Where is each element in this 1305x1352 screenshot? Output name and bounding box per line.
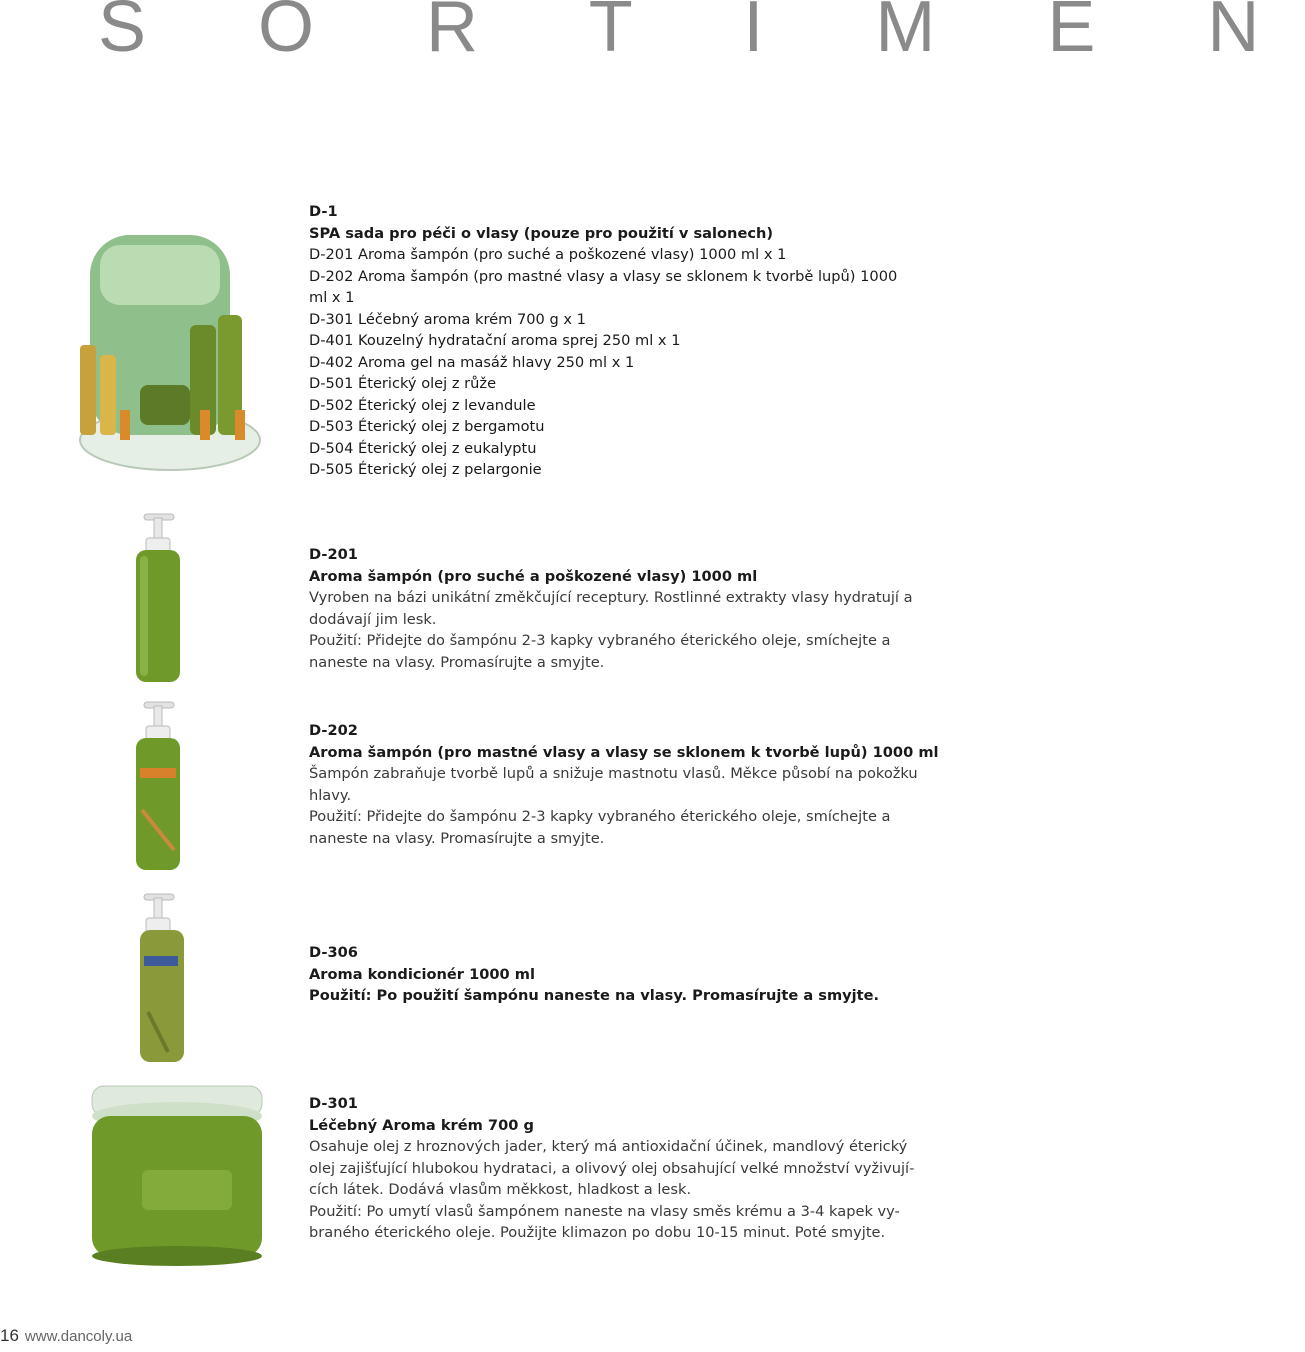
- usage-text: Přidejte do šampónu 2-3 kapky vybraného éterického oleje, smíchejte a: [361, 808, 891, 825]
- set-item: D-402 Aroma gel na masáž hlavy 250 ml x 1: [309, 353, 635, 371]
- product-code: D-306: [309, 944, 358, 961]
- product-name: Léčebný Aroma krém 700 g: [309, 1116, 534, 1134]
- product-code: D-1: [309, 203, 338, 220]
- set-item: D-503 Éterický olej z bergamotu: [309, 418, 545, 435]
- product-d306: [309, 942, 954, 1007]
- set-item: D-505 Éterický olej z pelargonie: [309, 461, 542, 478]
- usage-label: Použití:: [309, 808, 362, 825]
- product-description: hlavy.: [309, 786, 352, 804]
- set-item: D-502 Éterický olej z levandule: [309, 396, 536, 414]
- usage-text: braného éterického oleje. Použijte klimazon po dobu 10-15 minut. Poté smyjte.: [309, 1224, 886, 1241]
- set-item: D-401 Kouzelný hydratační aroma sprej 250 ml x 1: [309, 332, 681, 349]
- conditioner-d306-image: [134, 892, 194, 1064]
- usage-text: Po použití šampónu naneste na vlasy. Promasírujte a smyjte.: [371, 987, 880, 1004]
- product-description: Šampón zabraňuje tvorbě lupů a snižuje mastnotu vlasů. Měkce působí na pokožku: [309, 765, 918, 782]
- product-description: Osahuje olej z hroznových jader, který má antioxidační účinek, mandlový éterický: [309, 1138, 908, 1155]
- product-code: D-202: [309, 722, 358, 739]
- product-name: SPA sada pro péči o vlasy (pouze pro použití v salonech): [309, 224, 774, 242]
- product-d1: [309, 201, 954, 481]
- product-name: Aroma šampón (pro suché a poškozené vlasy) 1000 ml: [309, 567, 758, 585]
- product-code: D-301: [309, 1095, 358, 1112]
- website-link[interactable]: www.dancoly.ua: [24, 1328, 133, 1345]
- product-d301: [309, 1093, 954, 1244]
- set-item: ml x 1: [309, 289, 355, 306]
- page-title: S O R T I M E N: [98, 0, 1305, 67]
- product-description: Vyroben na bázi unikátní změkčující receptury. Rostlinné extrakty vlasy hydratují a: [309, 589, 913, 606]
- usage-text: Po umytí vlasů šampónem naneste na vlasy směs krému a 3-4 kapek vy-: [361, 1202, 900, 1220]
- shampoo-d202-image: [128, 700, 188, 872]
- usage-text: naneste na vlasy. Promasírujte a smyjte.: [309, 653, 605, 671]
- set-item: D-501 Éterický olej z růže: [309, 375, 497, 392]
- product-description: cích látek. Dodává vlasům měkkost, hladkost a lesk.: [309, 1181, 692, 1198]
- usage-label: Použití:: [309, 632, 362, 649]
- set-item: D-201 Aroma šampón (pro suché a poškozené vlasy) 1000 ml x 1: [309, 246, 787, 263]
- product-d202: [309, 720, 954, 849]
- set-item: D-202 Aroma šampón (pro mastné vlasy a vlasy se sklonem k tvorbě lupů) 1000: [309, 267, 898, 285]
- shampoo-d201-image: [128, 512, 188, 684]
- spa-set-image: [60, 225, 260, 485]
- usage-label: Použití:: [309, 987, 372, 1004]
- usage-text: Přidejte do šampónu 2-3 kapky vybraného éterického oleje, smíchejte a: [361, 632, 891, 649]
- usage-label: Použití:: [309, 1202, 362, 1220]
- page-number: 16: [0, 1326, 19, 1345]
- product-description: olej zajišťující hlubokou hydrataci, a olivový olej obsahující velké množství vyživují-: [309, 1159, 915, 1177]
- product-code: D-201: [309, 546, 358, 563]
- product-name: Aroma kondicionér 1000 ml: [309, 965, 535, 983]
- product-description: dodávají jim lesk.: [309, 610, 437, 628]
- page-footer: [0, 1326, 132, 1346]
- product-name: Aroma šampón (pro mastné vlasy a vlasy se sklonem k tvorbě lupů) 1000 ml: [309, 743, 939, 761]
- set-item: D-301 Léčebný aroma krém 700 g x 1: [309, 310, 586, 328]
- set-item: D-504 Éterický olej z eukalyptu: [309, 439, 537, 457]
- cream-jar-d301-image: [82, 1080, 272, 1276]
- usage-text: naneste na vlasy. Promasírujte a smyjte.: [309, 829, 605, 847]
- product-d201: [309, 544, 954, 673]
